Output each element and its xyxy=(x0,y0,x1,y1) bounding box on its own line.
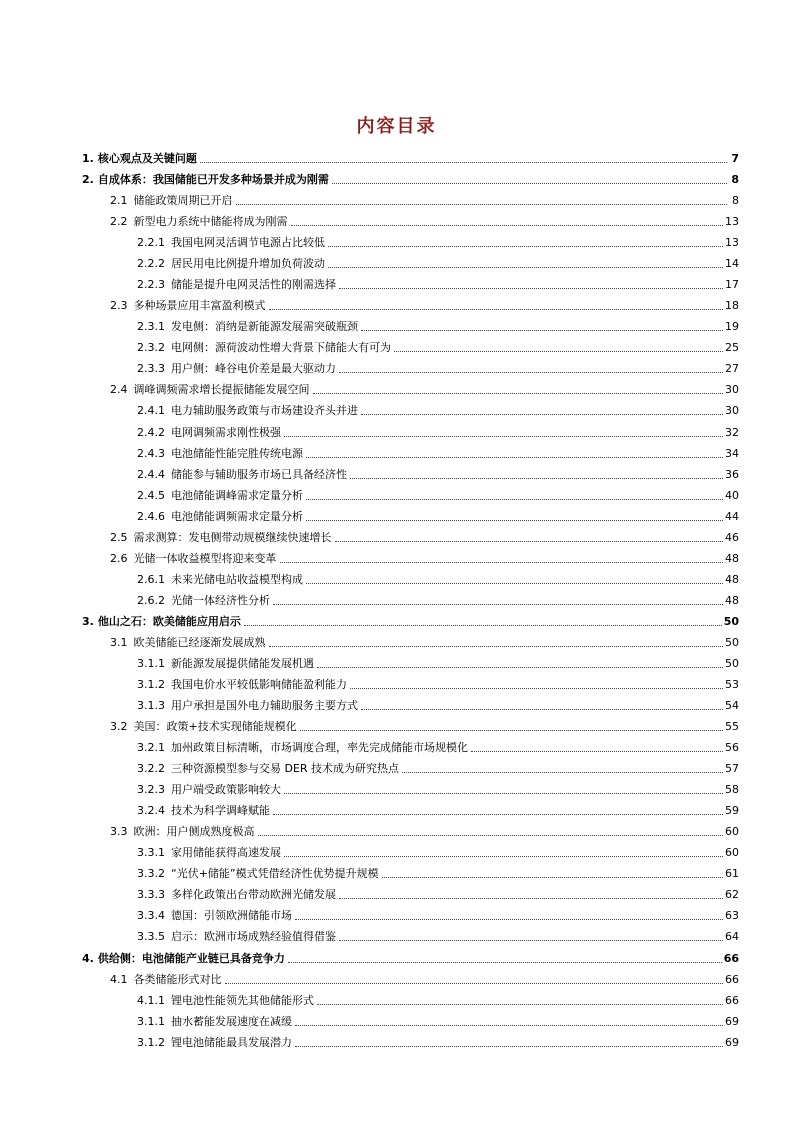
toc-entry-page: 60 xyxy=(725,846,739,860)
toc-entry-title: 电力辅助服务政策与市场建设齐头并进 xyxy=(171,404,358,418)
toc-entry[interactable] xyxy=(137,777,739,797)
toc-entry-title: 储能参与辅助服务市场已具备经济性 xyxy=(171,467,347,481)
toc-leader-dots xyxy=(317,1004,723,1005)
toc-leader-dots xyxy=(284,793,723,794)
toc-leader-dots xyxy=(361,414,723,415)
toc-leader-dots xyxy=(300,730,723,731)
toc-entry-number: 3.1.3 xyxy=(137,699,165,713)
toc-entry-number: 2.4.2 xyxy=(137,425,165,439)
toc-entry-title: 新能源发展提供储能发展机遇 xyxy=(171,656,314,670)
toc-entry-title: 欧洲：用户侧成熟度极高 xyxy=(133,825,255,839)
toc-entry[interactable] xyxy=(110,546,739,566)
toc-entry-number: 2.2.3 xyxy=(137,278,165,292)
toc-entry[interactable] xyxy=(137,420,739,440)
toc-entry-title: 加州政策目标清晰，市场调度合理，率先完成储能市场规模化 xyxy=(171,741,468,755)
toc-entry-page: 25 xyxy=(725,341,739,355)
toc-entry-number: 3.3.5 xyxy=(137,930,165,944)
toc-entry-title: “光伏+储能”模式凭借经济性优势提升规模 xyxy=(171,867,379,881)
toc-leader-dots xyxy=(236,204,728,205)
toc-leader-dots xyxy=(295,919,723,920)
toc-entry-page: 8 xyxy=(732,194,739,208)
toc-entry[interactable] xyxy=(110,967,739,987)
toc-entry-title: 需求测算：发电侧带动规模继续快速增长 xyxy=(133,530,332,544)
toc-entry-title: 电池储能性能完胜传统电源 xyxy=(171,446,303,460)
toc-entry-number: 4.1.1 xyxy=(137,993,165,1007)
toc-entry[interactable] xyxy=(110,630,739,650)
toc-entry-number: 2.3.3 xyxy=(137,362,165,376)
toc-entry-title: 他山之石：欧美储能应用启示 xyxy=(97,614,241,628)
toc-entry-page: 54 xyxy=(725,699,739,713)
toc-entry-title: 家用储能获得高速发展 xyxy=(171,846,281,860)
toc-entry-title: 储能政策周期已开启 xyxy=(133,194,233,208)
toc-entry-page: 66 xyxy=(725,972,739,986)
toc-leader-dots xyxy=(280,562,724,563)
toc-entry-number: 3.1.2 xyxy=(137,678,165,691)
toc-entry-title: 欧美储能已经逐渐发展成熟 xyxy=(133,635,266,649)
toc-entry[interactable] xyxy=(137,567,739,587)
toc-leader-dots xyxy=(244,625,722,626)
toc-entry-number: 2.4 xyxy=(110,383,128,397)
toc-entry-page: 40 xyxy=(725,488,739,502)
toc-entry-page: 18 xyxy=(725,299,739,313)
toc-entry-number: 1. xyxy=(82,152,94,165)
toc-entry-number: 2.4.3 xyxy=(137,446,165,460)
toc-entry-title: 用户端受政策影响较大 xyxy=(171,783,281,797)
toc-leader-dots xyxy=(313,393,724,394)
toc-leader-dots xyxy=(273,814,723,815)
toc-entry[interactable] xyxy=(137,272,739,292)
toc-leader-dots xyxy=(288,962,722,963)
toc-entry-number: 2.4.1 xyxy=(137,404,165,418)
toc-leader-dots xyxy=(382,877,723,878)
toc-leader-dots xyxy=(361,330,723,331)
toc-entry-page: 34 xyxy=(725,446,739,460)
toc-entry[interactable] xyxy=(137,441,739,461)
toc-entry-page: 7 xyxy=(731,152,739,165)
toc-entry-title: 发电侧：消纳是新能源发展需突破瓶颈 xyxy=(171,320,358,334)
toc-entry-title: 光储一体收益模型将迎来变革 xyxy=(133,551,277,565)
toc-entry-page: 50 xyxy=(725,656,739,670)
toc-leader-dots xyxy=(350,688,723,689)
toc-entry-page: 66 xyxy=(725,993,739,1007)
toc-entry-title: 自成体系：我国储能已开发多种场景并成为刚需 xyxy=(97,173,329,187)
toc-entry-number: 3.1.1 xyxy=(137,656,165,670)
toc-entry-page: 62 xyxy=(725,888,739,902)
toc-entry-title: 未来光储电站收益模型构成 xyxy=(171,572,303,586)
toc-entry-title: 启示：欧洲市场成熟经验值得借鉴 xyxy=(171,930,336,944)
toc-entry-number: 3.2 xyxy=(110,720,128,734)
toc-entry[interactable] xyxy=(137,230,739,250)
toc-entry-number: 3.1.1 xyxy=(137,1014,165,1028)
toc-entry[interactable] xyxy=(137,1009,739,1029)
toc-entry-number: 3.3.1 xyxy=(137,846,165,860)
toc-leader-dots xyxy=(402,772,723,773)
toc-entry[interactable] xyxy=(110,209,739,229)
toc-entry-number: 4.1 xyxy=(110,972,128,986)
toc-entry-number: 2.3 xyxy=(110,299,128,313)
toc-entry[interactable] xyxy=(137,672,739,692)
toc-entry-number: 3.2.2 xyxy=(137,762,165,776)
toc-entry[interactable] xyxy=(137,798,739,818)
toc-entry-title: 居民用电比例提升增加负荷波动 xyxy=(171,257,325,271)
toc-entry[interactable] xyxy=(110,293,739,313)
toc-leader-dots xyxy=(335,541,724,542)
toc-entry-number: 3.1.2 xyxy=(137,1035,165,1049)
toc-entry-number: 3.1 xyxy=(110,635,128,649)
toc-entry[interactable] xyxy=(137,356,739,376)
toc-entry-page: 46 xyxy=(725,530,739,544)
toc-leader-dots xyxy=(306,499,723,500)
toc-entry-title: 锂电池性能领先其他储能形式 xyxy=(171,993,314,1007)
toc-entry[interactable] xyxy=(137,840,739,860)
toc-entry-number: 2.2.1 xyxy=(137,236,165,250)
toc-leader-dots xyxy=(332,183,727,184)
toc-entry-number: 2.2 xyxy=(110,215,128,229)
toc-entry[interactable] xyxy=(110,525,739,545)
toc-entry-page: 44 xyxy=(725,509,739,523)
toc-entry-number: 4. xyxy=(82,951,94,965)
toc-entry[interactable] xyxy=(137,693,739,713)
toc-entry-title: 锂电池储能最具发展潜力 xyxy=(171,1035,292,1049)
toc-leader-dots xyxy=(284,436,723,437)
toc-entry[interactable] xyxy=(137,756,739,776)
toc-entry-page: 48 xyxy=(725,593,739,607)
toc-entry-number: 2.4.5 xyxy=(137,488,165,502)
toc-leader-dots xyxy=(295,1046,723,1047)
toc-entry[interactable] xyxy=(137,504,739,524)
toc-leader-dots xyxy=(328,246,723,247)
toc-entry-page: 58 xyxy=(725,783,739,797)
toc-entry-title: 电网侧：源荷波动性增大背景下储能大有可为 xyxy=(171,341,391,355)
toc-entry-number: 2.3.1 xyxy=(137,320,165,334)
toc-entry[interactable] xyxy=(110,819,739,839)
toc-entry-title: 我国电网灵活调节电源占比较低 xyxy=(171,236,325,250)
toc-entry-number: 2.2.2 xyxy=(137,257,165,271)
toc-entry-page: 53 xyxy=(725,678,739,691)
toc-entry[interactable] xyxy=(137,924,739,944)
toc-entry-number: 2.6 xyxy=(110,551,128,565)
toc-entry-page: 50 xyxy=(723,614,739,628)
toc-entry-title: 抽水蓄能发展速度在减缓 xyxy=(171,1014,292,1028)
toc-entry[interactable] xyxy=(137,735,739,755)
toc-entry[interactable] xyxy=(137,861,739,881)
toc-entry-title: 多样化政策出台带动欧洲光储发展 xyxy=(171,888,336,902)
toc-entry-title: 我国电价水平较低影响储能盈利能力 xyxy=(171,678,347,691)
toc-entry-page: 50 xyxy=(725,635,739,649)
toc-leader-dots xyxy=(339,372,723,373)
toc-entry-page: 30 xyxy=(725,404,739,418)
toc-entry[interactable] xyxy=(82,946,739,966)
toc-entry[interactable] xyxy=(137,398,739,418)
toc-entry-page: 69 xyxy=(725,1014,739,1028)
toc-entry-title: 供给侧：电池储能产业链已具备竞争力 xyxy=(97,951,285,965)
toc-leader-dots xyxy=(284,856,723,857)
toc-entry-page: 14 xyxy=(725,257,739,271)
toc-leader-dots xyxy=(269,646,724,647)
toc-entry-number: 2.4.6 xyxy=(137,509,165,523)
toc-entry-page: 55 xyxy=(725,720,739,734)
toc-leader-dots xyxy=(295,1025,723,1026)
toc-entry-number: 3.3.2 xyxy=(137,867,165,881)
toc-entry-number: 3.3 xyxy=(110,825,128,839)
toc-entry-title: 技术为科学调峰赋能 xyxy=(171,804,270,818)
toc-leader-dots xyxy=(269,309,724,310)
toc-leader-dots xyxy=(471,751,723,752)
toc-entry-title: 电池储能调峰需求定量分析 xyxy=(171,488,303,502)
toc-entry[interactable] xyxy=(110,714,739,734)
toc-entry[interactable] xyxy=(82,609,739,629)
toc-leader-dots xyxy=(306,583,723,584)
toc-entry-page: 64 xyxy=(725,930,739,944)
toc-entry[interactable] xyxy=(137,1030,739,1050)
toc-leader-dots xyxy=(350,478,723,479)
toc-entry-page: 36 xyxy=(725,467,739,481)
toc-entry[interactable] xyxy=(137,335,739,355)
toc-entry-number: 3.3.4 xyxy=(137,909,165,923)
toc-leader-dots xyxy=(339,940,723,941)
toc-entry[interactable] xyxy=(137,903,739,923)
toc-entry-title: 多种场景应用丰富盈利模式 xyxy=(133,299,266,313)
toc-leader-dots xyxy=(306,520,723,521)
toc-entry-title: 光储一体经济性分析 xyxy=(171,593,270,607)
toc-entry-title: 德国：引领欧洲储能市场 xyxy=(171,909,292,923)
toc-leader-dots xyxy=(258,835,724,836)
toc-entry-number: 2.4.4 xyxy=(137,467,165,481)
toc-entry-title: 各类储能形式对比 xyxy=(133,972,222,986)
toc-entry-page: 8 xyxy=(731,173,739,187)
toc-leader-dots xyxy=(361,709,723,710)
toc-entry-title: 调峰调频需求增长提振储能发展空间 xyxy=(133,383,310,397)
toc-entry-title: 美国：政策+技术实现储能规模化 xyxy=(133,720,297,734)
toc-entry[interactable] xyxy=(137,988,739,1008)
toc-entry-number: 2.1 xyxy=(110,194,128,208)
toc-leader-dots xyxy=(273,604,723,605)
toc-entry-number: 3.3.3 xyxy=(137,888,165,902)
toc-entry-page: 69 xyxy=(725,1035,739,1049)
toc-leader-dots xyxy=(291,225,724,226)
toc-entry[interactable] xyxy=(137,251,739,271)
toc-entry[interactable] xyxy=(82,146,739,166)
toc-entry[interactable] xyxy=(82,167,739,187)
toc-entry-page: 13 xyxy=(725,215,739,229)
page-title: 内容目录 xyxy=(356,116,437,137)
toc-entry-page: 19 xyxy=(725,320,739,334)
toc-entry-page: 32 xyxy=(725,425,739,439)
toc-entry[interactable] xyxy=(137,483,739,503)
toc-entry-page: 56 xyxy=(725,741,739,755)
toc-leader-dots xyxy=(339,288,723,289)
toc-entry-page: 59 xyxy=(725,804,739,818)
toc-entry-page: 17 xyxy=(725,278,739,292)
toc-entry[interactable] xyxy=(137,462,739,482)
toc-entry-title: 电网调频需求刚性极强 xyxy=(171,425,281,439)
toc-entry[interactable] xyxy=(137,314,739,334)
toc-entry-number: 2.5 xyxy=(110,530,128,544)
toc-entry-title: 新型电力系统中储能将成为刚需 xyxy=(133,215,288,229)
toc-entry-number: 3. xyxy=(82,614,94,628)
toc-entry[interactable] xyxy=(137,882,739,902)
toc-entry-page: 61 xyxy=(725,867,739,881)
toc-entry-page: 66 xyxy=(723,951,739,965)
toc-entry-number: 2.3.2 xyxy=(137,341,165,355)
toc-entry-page: 63 xyxy=(725,909,739,923)
toc-leader-dots xyxy=(339,898,723,899)
toc-leader-dots xyxy=(317,667,723,668)
toc-entry-title: 核心观点及关键问题 xyxy=(97,152,197,165)
toc-entry[interactable] xyxy=(110,377,739,397)
toc-entry[interactable] xyxy=(137,651,739,671)
toc-entry-title: 三种资源模型参与交易 DER 技术成为研究热点 xyxy=(171,762,400,776)
toc-leader-dots xyxy=(200,162,727,163)
toc-entry-page: 13 xyxy=(725,236,739,250)
toc-entry-title: 电池储能调频需求定量分析 xyxy=(171,509,303,523)
toc-entry[interactable] xyxy=(137,588,739,608)
toc-leader-dots xyxy=(225,983,724,984)
toc-entry-title: 储能是提升电网灵活性的刚需选择 xyxy=(171,278,336,292)
toc-entry-number: 2. xyxy=(82,173,94,187)
toc-leader-dots xyxy=(306,457,723,458)
toc-entry-page: 48 xyxy=(725,551,739,565)
toc-entry-title: 用户侧：峰谷电价差是最大驱动力 xyxy=(171,362,336,376)
toc-entry-page: 27 xyxy=(725,362,739,376)
toc-leader-dots xyxy=(394,351,723,352)
toc-entry-page: 30 xyxy=(725,383,739,397)
toc-entry-page: 57 xyxy=(725,762,739,776)
toc-entry-number: 3.2.4 xyxy=(137,804,165,818)
toc-leader-dots xyxy=(328,267,723,268)
toc-entry-number: 3.2.3 xyxy=(137,783,165,797)
toc-entry[interactable] xyxy=(110,188,739,208)
toc-entry-page: 60 xyxy=(725,825,739,839)
toc-entry-title: 用户承担是国外电力辅助服务主要方式 xyxy=(171,699,358,713)
toc-entry-number: 3.2.1 xyxy=(137,741,165,755)
toc-entry-number: 2.6.2 xyxy=(137,593,165,607)
toc-entry-number: 2.6.1 xyxy=(137,572,165,586)
toc-entry-page: 48 xyxy=(725,572,739,586)
